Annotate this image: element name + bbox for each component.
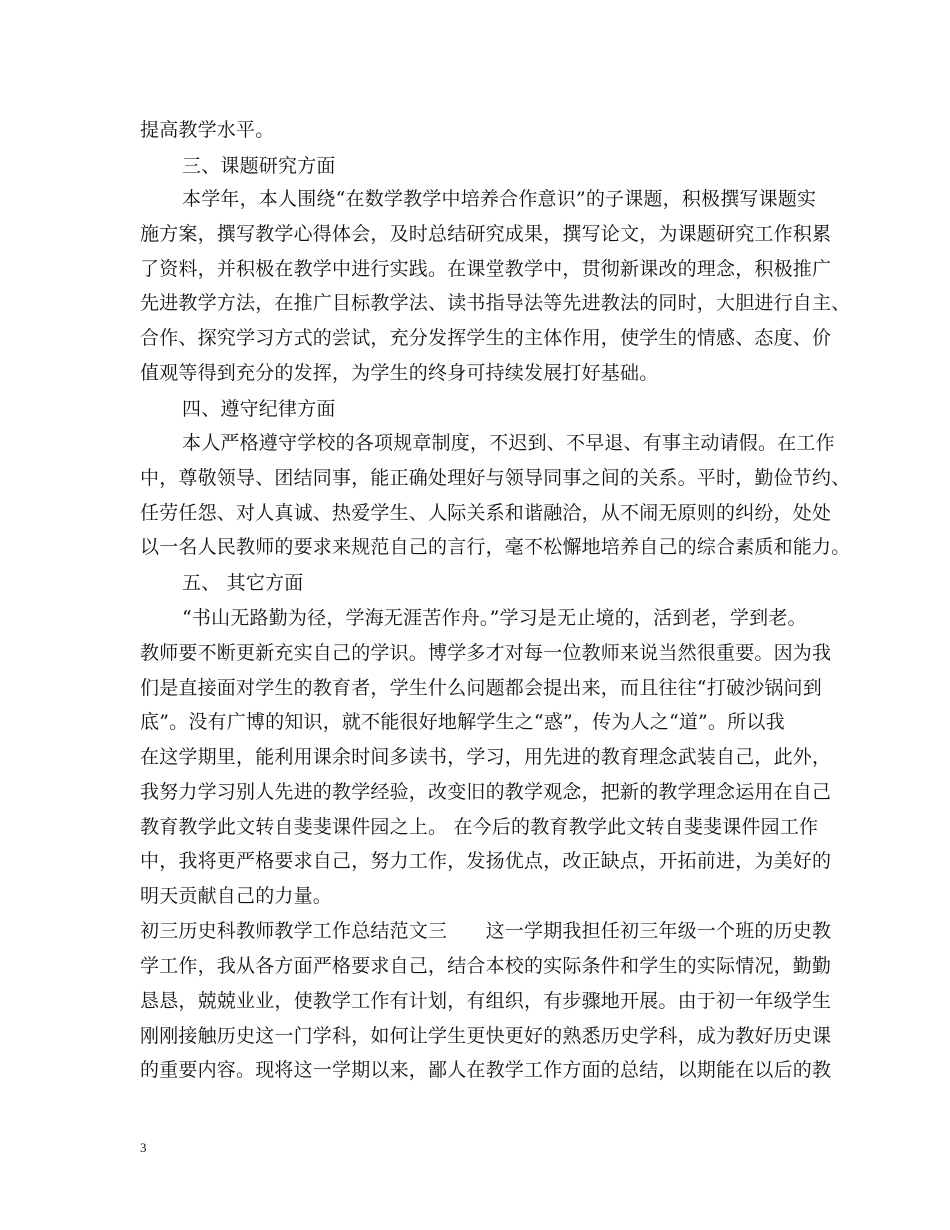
text-line: 恳恳，兢兢业业，使教学工作有计划，有组织，有步骤地开展。由于初一年级学生 — [140, 990, 832, 1012]
text-line: 明天贡献自己的力量。 — [140, 885, 333, 907]
page-number: 3 — [140, 1140, 147, 1155]
text-line: 教育教学此文转自斐斐课件园之上。 在今后的教育教学此文转自斐斐课件园工作 — [140, 816, 819, 838]
section-heading: 四、遵守纪律方面 — [182, 398, 336, 420]
text-line: 本学年，本人围绕“在数学教学中培养合作意识”的子课题，积极撰写课题实 — [182, 188, 817, 210]
section-heading: 五、 其它方面 — [182, 572, 304, 594]
text-line: 的重要内容。现将这一学期以来，鄙人在教学工作方面的总结，以期能在以后的教 — [140, 1059, 832, 1081]
text-line: 以一名人民教师的要求来规范自己的言行，毫不松懈地培养自己的综合素质和能力。 — [140, 536, 851, 558]
text-line: 提高教学水平。 — [140, 119, 275, 141]
text-line: 教师要不断更新充实自己的学识。博学多才对每一位教师来说当然很重要。因为我 — [140, 642, 832, 664]
article-title-line: 初三历史科教师教学工作总结范文三 这一学期我担任初三年级一个班的历史教 — [140, 920, 832, 942]
text-line: 们是直接面对学生的教育者，学生什么问题都会提出来，而且往往“打破沙锅问到 — [140, 677, 822, 699]
text-line: 我努力学习别人先进的教学经验，改变旧的教学观念，把新的教学理念运用在自己 — [140, 781, 832, 803]
text-line: 在这学期里，能利用课余时间多读书，学习，用先进的教育理念武装自己，此外， — [140, 746, 832, 768]
text-line: 任劳任怨、对人真诚、热爱学生、人际关系和谐融洽，从不闹无原则的纠纷，处处 — [140, 502, 832, 524]
text-line: 刚刚接触历史这一门学科，如何让学生更快更好的熟悉历史学科，成为教好历史课 — [140, 1025, 832, 1047]
text-line: 先进教学方法，在推广目标教学法、读书指导法等先进教法的同时，大胆进行自主、 — [140, 292, 851, 314]
text-line: 合作、探究学习方式的尝试，充分发挥学生的主体作用，使学生的情感、态度、价 — [140, 327, 832, 349]
text-line: 学工作，我从各方面严格要求自己，结合本校的实际条件和学生的实际情况，勤勤 — [140, 955, 832, 977]
text-line: 了资料，并积极在教学中进行实践。在课堂教学中，贯彻新课改的理念，积极推广 — [140, 258, 832, 280]
text-line: 底”。没有广博的知识，就不能很好地解学生之“惑”，传为人之“道”。所以我 — [140, 711, 785, 733]
text-line: 中，我将更严格要求自己，努力工作，发扬优点，改正缺点，开拓前进，为美好的 — [140, 850, 832, 872]
text-line: 本人严格遵守学校的各项规章制度，不迟到、不早退、有事主动请假。在工作 — [182, 432, 835, 454]
text-line: 施方案，撰写教学心得体会，及时总结研究成果，撰写论文，为课题研究工作积累 — [140, 223, 832, 245]
section-heading: 三、课题研究方面 — [182, 155, 336, 177]
text-line: 值观等得到充分的发挥，为学生的终身可持续发展打好基础。 — [140, 362, 659, 384]
text-line: “书山无路勤为径，学海无涯苦作舟。”学习是无止境的，活到老，学到老。 — [182, 607, 807, 629]
text-line: 中，尊敬领导、团结同事，能正确处理好与领导同事之间的关系。平时，勤俭节约、 — [140, 467, 851, 489]
